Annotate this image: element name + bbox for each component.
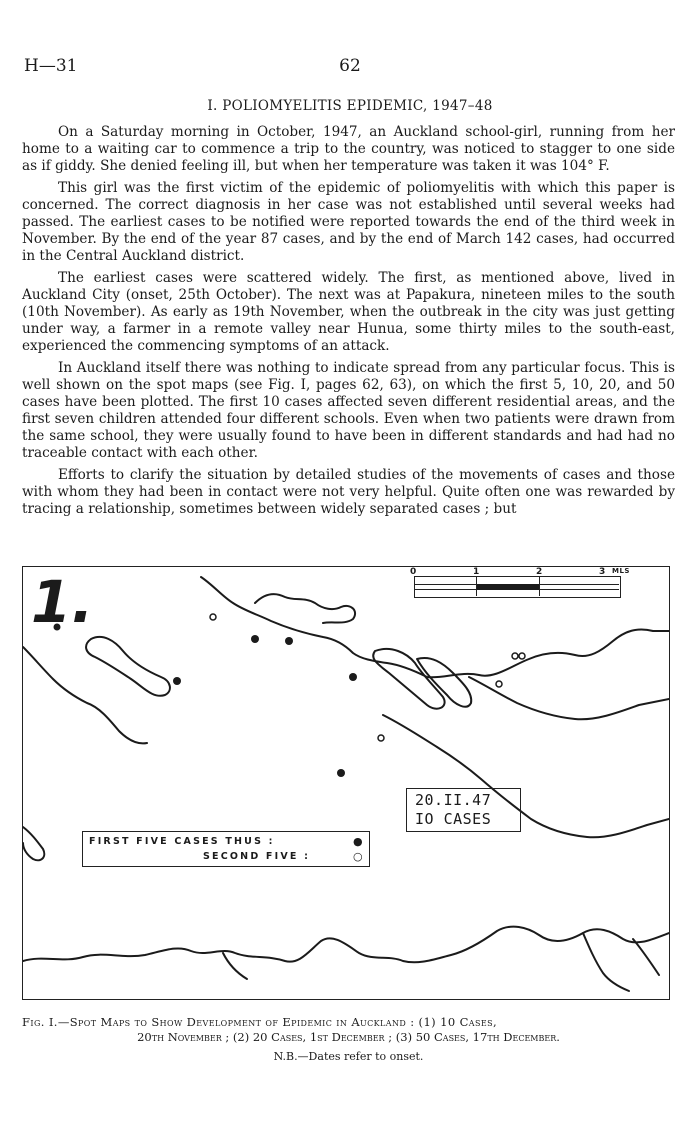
second-five-cases bbox=[210, 614, 525, 741]
case-marker-open bbox=[378, 735, 384, 741]
case-marker-filled bbox=[337, 769, 345, 777]
spot-map-figure bbox=[22, 566, 670, 1000]
legend-first-five-label: FIRST FIVE CASES THUS : bbox=[89, 836, 275, 847]
section-title: I. POLIOMYELITIS EPIDEMIC, 1947–48 bbox=[207, 98, 493, 114]
legend-second-five-label: SECOND FIVE : bbox=[203, 851, 311, 862]
legend-open-circle-icon: ○ bbox=[353, 850, 363, 863]
legend-filled-circle-icon: ● bbox=[353, 835, 363, 848]
case-marker-open bbox=[496, 681, 502, 687]
scale-tick-label: 0 bbox=[410, 567, 417, 577]
report-reference: H—31 bbox=[24, 56, 78, 76]
western-inlet bbox=[86, 637, 170, 696]
figure-caption bbox=[22, 1015, 675, 1064]
western-coastline bbox=[23, 647, 147, 743]
page-number: 62 bbox=[339, 56, 361, 76]
case-marker-filled bbox=[173, 677, 181, 685]
southern-inlet bbox=[633, 939, 659, 975]
case-marker-open bbox=[210, 614, 216, 620]
scale-divider bbox=[476, 577, 477, 596]
map-legend bbox=[82, 831, 370, 867]
north-shore-inlet bbox=[255, 594, 355, 623]
first-five-cases bbox=[54, 624, 358, 778]
case-marker-open bbox=[519, 653, 525, 659]
onset-date: 20.II.47 bbox=[415, 791, 492, 809]
scale-segment-1 bbox=[476, 584, 539, 590]
paragraph: This girl was the first victim of the epidemic of poliomyelitis with which this paper is concerned. The correct diagnosis in her case was not established until several weeks had passed. The earliest cases to be notified were reported towards the end of the third week in November. By the end of the year 87 cases, and by the end of March 142 cases, had occurred in the Central Auckland district. bbox=[22, 180, 675, 264]
scale-bar bbox=[386, 567, 668, 607]
scale-segment-0 bbox=[415, 584, 476, 590]
scale-divider bbox=[539, 577, 540, 596]
paragraph: Efforts to clarify the situation by detailed studies of the movements of cases and those with whom they had been in contact were not very helpful. Quite often one was rewarded by tracing a relationship, sometimes between widely separated cases ; but bbox=[22, 467, 675, 517]
scale-tick-label: 1 bbox=[473, 567, 480, 577]
coastline-map bbox=[23, 567, 669, 999]
scale-tick-label: 3 bbox=[599, 567, 606, 577]
case-count: IO CASES bbox=[415, 810, 492, 828]
case-marker-filled bbox=[285, 637, 293, 645]
case-marker-filled bbox=[251, 635, 259, 643]
harbour-island bbox=[373, 649, 444, 709]
caption-note: N.B.—Dates refer to onset. bbox=[273, 1050, 424, 1063]
map-number: 1. bbox=[31, 568, 94, 636]
paragraph: In Auckland itself there was nothing to indicate spread from any particular focus. This is well shown on the spot maps (see Fig. I, pages 62, 63), on which the first 5, 10, 20, and 50 cases have been plotted. The first 10 cases affected seven different residential areas, and the first seven children attended four different schools. Even when two patients were drawn from the same school, they were usually found to have been in different standards and had had no traceable contact with each other. bbox=[22, 360, 675, 461]
paragraph: On a Saturday morning in October, 1947, an Auckland school-girl, running from her home to a waiting car to commence a trip to the country, was noticed to stagger to one side as if giddy. She denied feeling ill, but when her temperature was taken it was 104° F. bbox=[22, 124, 675, 174]
caption-line-2: 20th November ; (2) 20 Cases, 1st December ; (3) 50 Cases, 17th December. bbox=[137, 1030, 560, 1044]
southern-coastline bbox=[23, 927, 669, 963]
date-box bbox=[406, 788, 521, 832]
scale-unit: MLS bbox=[612, 567, 630, 575]
southern-inlet bbox=[223, 953, 247, 979]
scale-segment-2 bbox=[539, 584, 619, 590]
scale-bar-frame bbox=[414, 576, 621, 598]
case-marker-open bbox=[512, 653, 518, 659]
southern-inlet bbox=[583, 933, 629, 991]
case-marker-filled bbox=[349, 673, 357, 681]
western-bay bbox=[23, 827, 44, 860]
body-text bbox=[22, 124, 675, 523]
paragraph: The earliest cases were scattered widely. The first, as mentioned above, lived in Auckland City (onset, 25th October). The next was at Papakura, nineteen miles to the south (10th November). As early as 19th November, when the outbreak in the city was just getting under way, a farmer in a remote valley near Hunua, some thirty miles to the south-east, experienced the commencing symptoms of an attack. bbox=[22, 270, 675, 354]
running-header bbox=[24, 56, 674, 78]
caption-line-1: Fig. I.—Spot Maps to Show Development of Epidemic in Auckland : (1) 10 Cases, bbox=[22, 1015, 498, 1029]
scale-tick-label: 2 bbox=[536, 567, 543, 577]
